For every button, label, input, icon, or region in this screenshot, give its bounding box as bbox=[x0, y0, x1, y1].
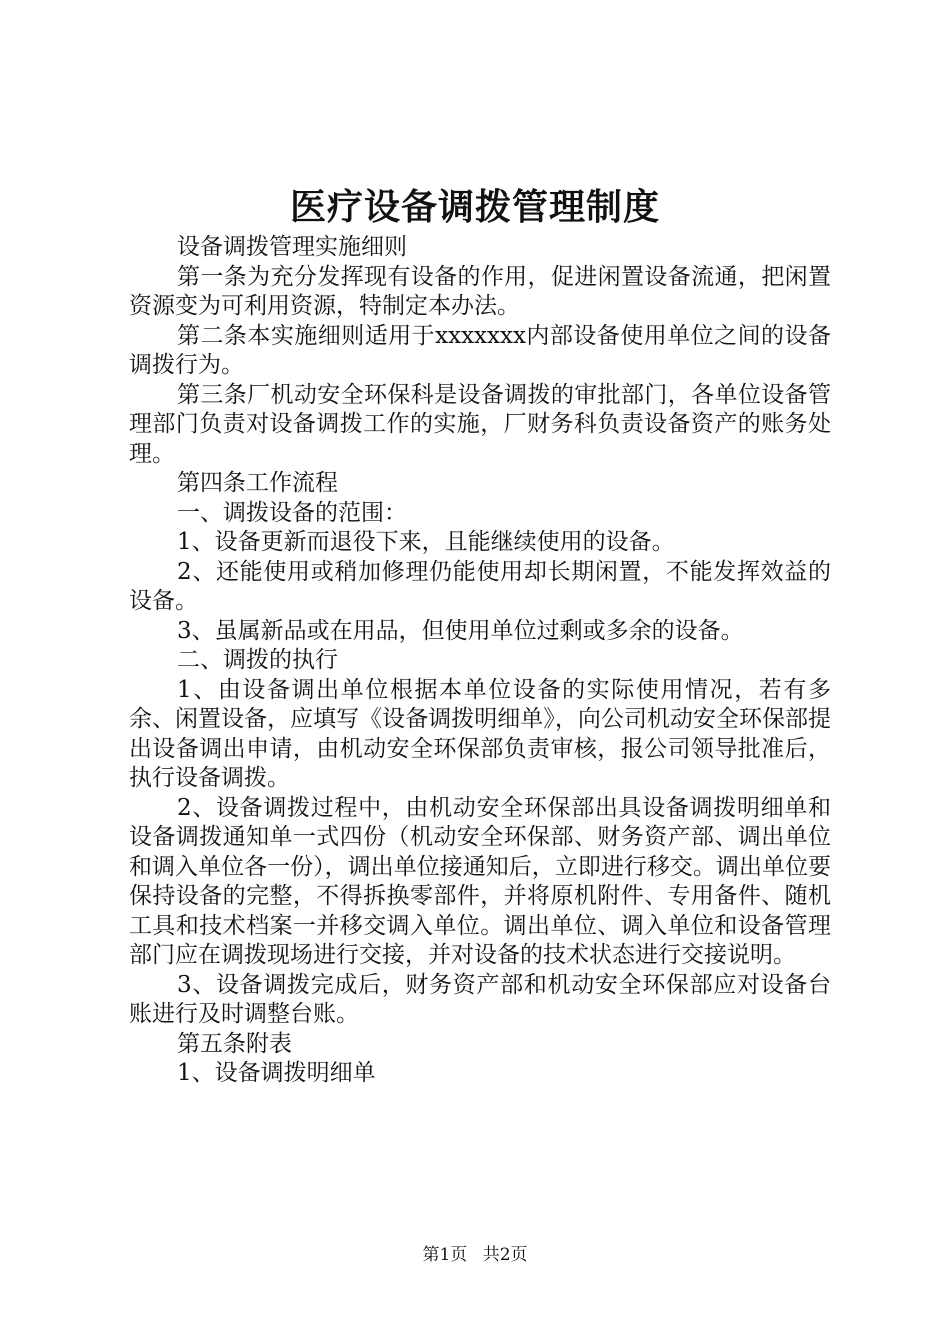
paragraph-article-1: 第一条为充分发挥现有设备的作用，促进闲置设备流通，把闲置资源变为可利用资源，特制定本办法。 bbox=[129, 263, 831, 319]
paragraph-scope-item-1: 1、设备更新而退役下来，且能继续使用的设备。 bbox=[177, 529, 675, 555]
document-title: 医疗设备调拨管理制度 bbox=[289, 187, 660, 228]
paragraph-scope-item-2: 2、还能使用或稍加修理仍能使用却长期闲置，不能发挥效益的设备。 bbox=[129, 558, 831, 614]
paragraph-execution-item-3: 3、设备调拨完成后，财务资产部和机动安全环保部应对设备台账进行及时调整台账。 bbox=[129, 971, 831, 1027]
paragraph-execution-item-1: 1、由设备调出单位根据本单位设备的实际使用情况，若有多余、闲置设备，应填写《设备调拨明细单》，向公司机动安全环保部提出设备调出申请，由机动安全环保部负责审核，报公司领导批准后，执行设备调拨。 bbox=[129, 676, 831, 791]
paragraph-scope-item-3: 3、虽属新品或在用品，但使用单位过剩或多余的设备。 bbox=[177, 617, 744, 644]
paragraph-subtitle: 设备调拨管理实施细则 bbox=[177, 234, 407, 260]
paragraph-section-2-heading: 二、调拨的执行 bbox=[177, 647, 338, 673]
page-number: 第1页 bbox=[422, 1245, 468, 1265]
paragraph-article-5-heading: 第五条附表 bbox=[177, 1030, 292, 1057]
paragraph-execution-item-2: 2、设备调拨过程中，由机动安全环保部出具设备调拨明细单和设备调拨通知单一式四份（机动安全环保部、财务资产部、调出单位和调入单位各一份），调出单位接通知后，立即进行移交。调出单位要保持设备的完整，不得拆换零部件，并将原机附件、专用备件、随机工具和技术档案一并移交调入单位。调出单位、调入单位和设备管理部门应在调拨现场进行交接，并对设备的技术状态进行交接说明。 bbox=[129, 794, 831, 968]
paragraph-article-4-heading: 第四条工作流程 bbox=[177, 470, 338, 496]
page-footer bbox=[0, 1243, 950, 1267]
paragraph-section-1-heading: 一、调拨设备的范围： bbox=[177, 499, 407, 526]
document-body bbox=[129, 233, 831, 1089]
paragraph-appendix-item-1: 1、设备调拨明细单 bbox=[177, 1060, 376, 1086]
page-total: 共2页 bbox=[482, 1245, 528, 1265]
paragraph-article-3: 第三条厂机动安全环保科是设备调拨的审批部门，各单位设备管理部门负责对设备调拨工作的实施，厂财务科负责设备资产的账务处理。 bbox=[129, 381, 831, 467]
paragraph-article-2: 第二条本实施细则适用于xxxxxxx内部设备使用单位之间的设备调拨行为。 bbox=[129, 322, 831, 378]
